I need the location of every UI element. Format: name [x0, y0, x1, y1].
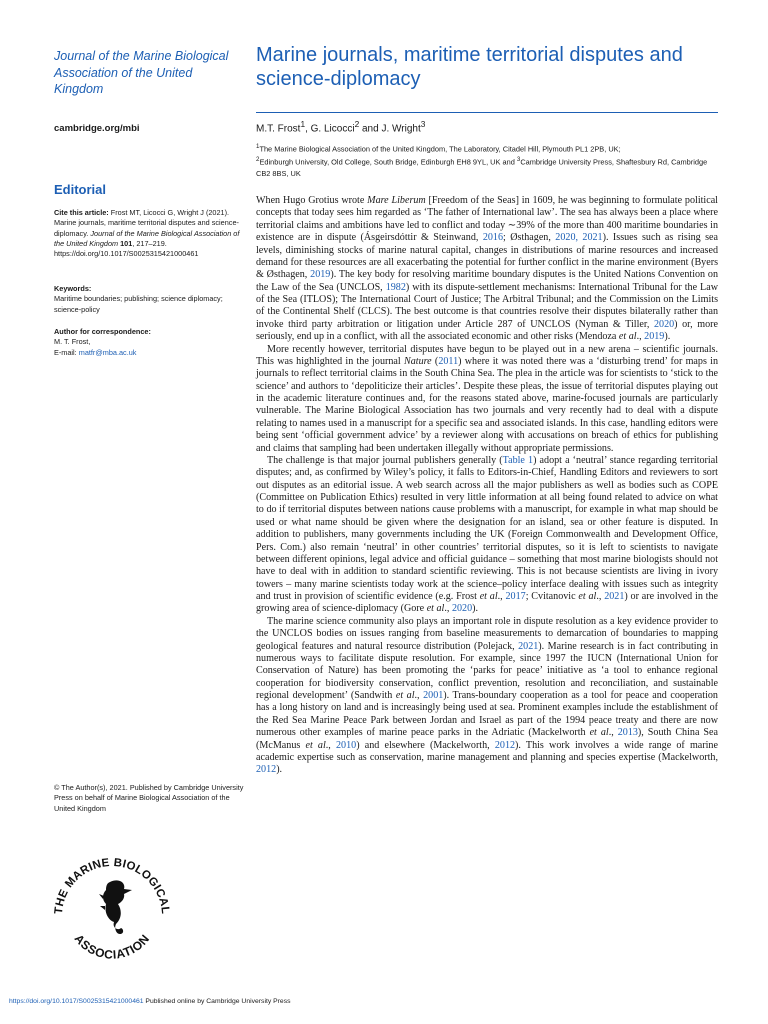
citation-link[interactable]: 2019 [310, 269, 331, 281]
logo-top-text: THE MARINE BIOLOGICAL [52, 856, 172, 915]
page-footer [9, 998, 291, 1005]
author-separator: and [359, 123, 382, 135]
paragraph-3: The challenge is that major journal publishers generally (Table 1) adopt a ‘neutral’ stance regarding territorial disputes; and, as confirmed by Wiley’s policy, it falls to Editors-in-Chief, Handling Editors and reviewers to sort out disputes as an editorial issue. A web search across all the major publishers as well as bodies such as COPE (Committee on Publication Ethics) resulted in very little information at all being found related to advice on what to do if territorial disputes between nations cause problems with a manuscript, for example in what map should be used or what name should be given where the designation for an island, sea or other feature is disputed. In addition to publishers, many governments including the UK (Foreign Commonwealth and Development Office, Pers. Com.) also remain ‘neutral’ in other countries’ territorial disputes, so it is left to scientists to navigate between different opinions, legal advice and official guidance – something that most marine biologists should not have to deal with in addition to standard scientific reviewing. This is not because scientists are living in ivory towers – many marine scientists today work at the science–policy interface dealing with issues such as integrity and trust in provision of scientific evidence (e.g. Frost et al., 2017; Cvitanovic et al., 2021) or are involved in the growing area of science-diplomacy (Gore et al., 2020). [256, 454, 718, 615]
seahorse-icon [99, 880, 132, 934]
affiliation-sup: 2 [256, 156, 260, 164]
copyright-notice: © The Author(s), 2021. Published by Cambridge University Press on behalf of Marine Biological Association of the United Kingdom [54, 783, 244, 813]
correspondence-label: Author for correspondence: [54, 327, 151, 336]
footer-doi-link[interactable]: https://doi.org/10.1017/S0025315421000461 [9, 998, 144, 1005]
cite-year-title: (2021). Marine journals, maritime territorial disputes and science-diplomacy. [54, 208, 239, 238]
citation-link[interactable]: 2021 [604, 591, 625, 602]
citation-link[interactable]: 2011 [438, 355, 459, 367]
author-name: J. Wright [381, 123, 421, 135]
correspondence-name: M. T. Frost, [54, 337, 91, 347]
citation-link[interactable]: 2013 [617, 727, 638, 739]
author-separator: , [305, 123, 311, 135]
author-sup: 1 [300, 119, 306, 129]
citation-link[interactable]: 2012 [494, 739, 516, 751]
article-body [256, 195, 718, 777]
cite-label: Cite this article: [54, 208, 109, 217]
author-list [256, 119, 425, 134]
cite-volume: 101 [120, 238, 133, 248]
author-sup: 3 [420, 119, 426, 129]
citation-link[interactable]: 2010 [336, 739, 357, 751]
cite-authors: Frost MT, Licocci G, Wright J [110, 208, 204, 217]
cite-doi[interactable]: 10.1017/S0025315421000461 [100, 249, 199, 259]
citation-link[interactable]: 2019 [644, 331, 665, 343]
citation-link[interactable]: 2016 [482, 232, 504, 244]
author-name: G. Licocci [310, 123, 355, 135]
affiliation-sup: 3 [516, 156, 521, 164]
author-sup: 2 [354, 119, 360, 129]
author-name: M.T. Frost [256, 123, 301, 135]
affiliation: The Marine Biological Association of the United Kingdom, The Laboratory, Citadel Hill, Plymouth PL1 2PB, UK; [259, 144, 621, 154]
citation-link[interactable]: 2020 [653, 318, 675, 330]
paragraph-4: The marine science community also plays an important role in dispute resolution as a key evidence provider to the UNCLOS bodies on issues ranging from baseline measurements to demarcation of boundaries to mapping geological features and natural resource distribution (Polejack, 2021). Marine research is in fact contributing in numerous ways to facilitate dispute resolution. For example, since 1997 the IUCN (International Union for Conservation of Nature) has been promoting the ‘parks for peace’ initiative as ‘a tool to enhance regional cooperation for biodiversity conservation, conflict prevention, resolution and reconciliation, and sustainable regional development’ (Sandwith et al., 2001). Trans-boundary cooperation as a tool for peace and cooperation has a long history on land and is increasingly being used at sea. Prominent examples include the establishment of the Red Sea Marine Peace Park between Jordan and Israel as part of the 1994 peace treaty and there are now numerous other examples of marine peace parks in the Adriatic (Mackelworth et al., 2013), South China Sea (McManus et al., 2010) and elsewhere (Mackelworth, 2012). This work involves a wide range of marine academic expertise such as conservation, marine management and planning and species expertise (Mackelworth, 2012). [256, 615, 718, 776]
keywords-text: Maritime boundaries; publishing; science diplomacy; science-policy [54, 294, 223, 314]
cite-pages: , 217–219. https://doi.org/ [54, 238, 167, 259]
mba-logo [48, 848, 176, 970]
citation-link[interactable]: 2020, 2021 [555, 232, 603, 244]
email-link[interactable]: matfr@mba.ac.uk [78, 347, 137, 357]
affiliation: Edinburgh University, Old College, South Bridge, Edinburgh EH8 9YL, UK and [259, 157, 517, 167]
journal-site-link[interactable]: cambridge.org/mbi [54, 123, 140, 134]
paragraph-1: When Hugo Grotius wrote Mare Liberum [Freedom of the Seas] in 1609, he was beginning to formulate political concepts that today sees him regarded as ‘The father of International law’. The sea has always been a place where territorial claims and ambitions have led to conflict and today ∼39% of the more than 400 maritime boundaries in existence are in dispute (Ásgeirsdóttir & Steinwand, 2016; Østhagen, 2020, 2021). Issues such as rising sea levels, diminishing stocks of marine natural capital, changes in distributions of marine resources and increased demand for these resources are all exacerbating the potential for further conflict in the marine environment (Byers & Østhagen, 2019). The key body for resolving maritime boundary disputes is the United Nations Convention on the Law of the Sea (UNCLOS, 1982) with its dispute-settlement mechanisms: International Tribunal for the Law of the Sea (ITLOS); The International Court of Justice; The Arbitral Tribunal; and the Commission on the Limits of the Continental Shelf (CLCS). The best outcome is that countries resolve their disputes bilaterally rather than invoke third party arbitration or litigation under Article 287 of UNCLOS (Nyman & Tiller, 2020) or, more seriously, end up in a conflict, with all the associated economic and other risks (Mendoza et al., 2019). [256, 195, 719, 343]
citation-link[interactable]: 2021 [518, 640, 539, 652]
citation-block [54, 208, 244, 259]
citation-link[interactable]: 2020 [451, 603, 473, 615]
article-title: Marine journals, maritime territorial disputes and science-diplomacy [256, 44, 683, 90]
citation-link[interactable]: 2001 [423, 690, 444, 701]
journal-name: Journal of the Marine Biological Association of the United Kingdom [54, 49, 229, 96]
affiliations [256, 141, 718, 179]
section-label: Editorial [54, 182, 107, 197]
affiliation-sup: 1 [256, 143, 260, 150]
citation-link[interactable]: 2017 [505, 591, 526, 602]
logo-bottom-text: ASSOCIATION [71, 931, 153, 962]
table-link[interactable]: Table 1 [502, 454, 534, 466]
paragraph-2: More recently however, territorial disputes have begun to be played out in a new arena – scientific journals. This was highlighted in the journal Nature (2011) where it was noted there was a ‘disturbing trend’ for maps in journals to reflect territorial claims in the South China Sea. The plea in the article was for scientists to ‘stick to the science’ and authors to ‘depoliticize their articles’. Despite these pleas, the issue of territorial disputes playing out in the academic literature continues and, for the reasons stated above, marine-focused journals are particularly vulnerable. The Marine Biological Association has two journals and very recently had to deal with a dispute relating to names used in a manuscript for a specific sea and associated islands. In this case, handling editors were being sent ‘official government advice’ by a reviewer along with accusations on breach of ethics for publishing and claims that sampling had been undertaken illegally without appropriate permissions. [256, 343, 719, 454]
citation-link[interactable]: 2012 [256, 764, 277, 776]
keywords-block [54, 284, 244, 315]
citation-link[interactable]: 1982 [385, 281, 406, 293]
cite-journal: Journal of the Marine Biological Association of the United Kingdom [54, 228, 240, 248]
email-label: E-mail: [54, 347, 77, 357]
title-rule [256, 112, 718, 113]
keywords-label: Keywords: [54, 284, 92, 293]
footer-text: Published online by Cambridge University Press [143, 998, 291, 1005]
correspondence-block [54, 327, 244, 358]
affiliation: Cambridge University Press, Shaftesbury Rd, Cambridge CB2 8BS, UK [256, 157, 708, 178]
